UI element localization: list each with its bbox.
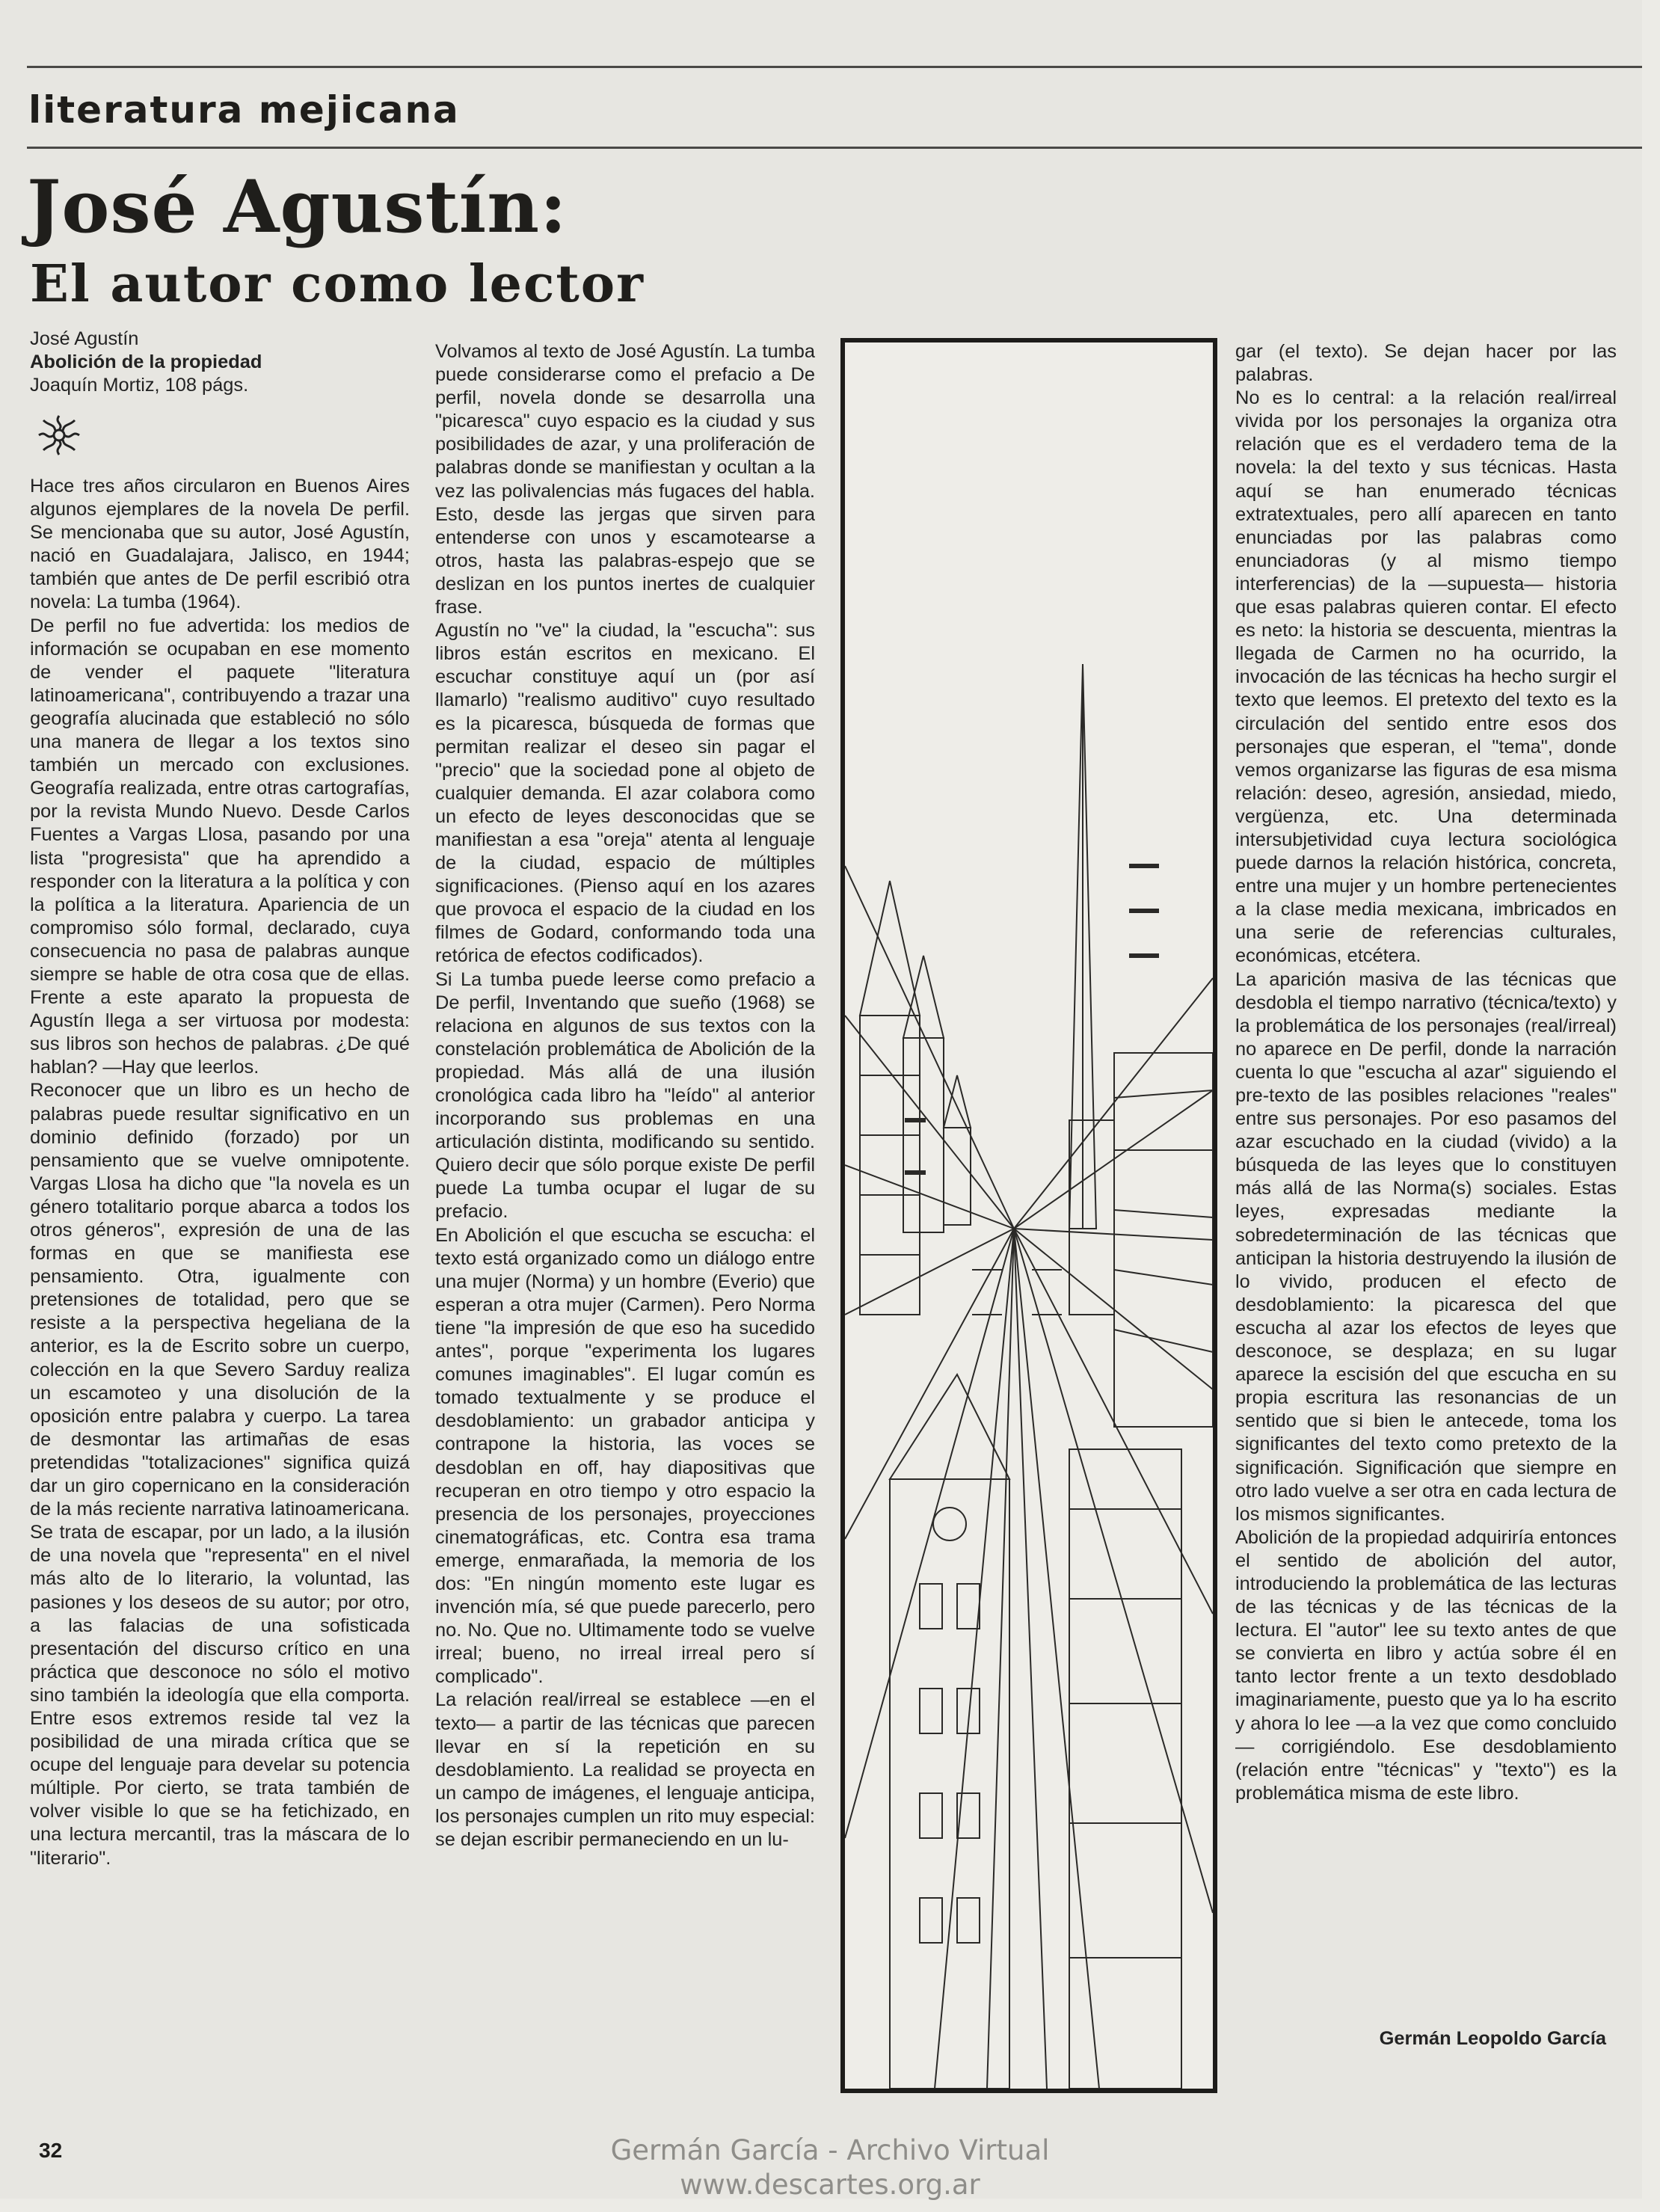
article-title: José Agustín: xyxy=(27,165,568,249)
paragraph: Hace tres años circularon en Buenos Aires algunos ejemplares de la novela De perfil. Se mencionaba que su autor, José Agustín, nació en Guadalajara, Jalisco, en 1944; también que antes de De perfil escribió otra novela: La tumba (1964). xyxy=(30,476,410,613)
paragraph: Volvamos al texto de José Agustín. La tumba puede considerarse como el prefacio a De perfil, novela donde se desarrolla una "picaresca" cuyo espacio es la ciudad y sus posibilidades de azar, y una proliferación de palabras donde se manifiestan y ocultan a la vez las polivalencias más fugaces del habla. Esto, desde las jergas que sirven para entenderse con unos y escamotearse a otros, hasta las palabras-espejo que se deslizan en los puntos inertes de cualquier frase. xyxy=(435,341,815,618)
article-subtitle: El autor como lector xyxy=(30,254,645,314)
author-signature: Germán Leopoldo García xyxy=(1379,2028,1606,2049)
top-rule xyxy=(27,66,1642,68)
book-author: José Agustín xyxy=(30,328,139,349)
article-column-2 xyxy=(435,340,815,1852)
section-rule xyxy=(27,147,1642,149)
section-label: literatura mejicana xyxy=(28,88,460,132)
paragraph: No es lo central: a la relación real/irreal vivida por los personajes la organiza otra relación que es el verdadero tema de la novela: la del texto y sus técnicas. Hasta aquí se han enumerado técnicas extratextuales, pero allí aparecen en tanto enunciadas por las palabras como enunciadoras (y al mismo tiempo interferencias) de la —supuesta— historia que esas palabras quieren contar. El efecto es neto: la historia se descuenta, mientras la llegada de Carmen no ha ocurrido, la invocación de las técnicas ha hecho surgir el texto que leemos. El pretexto del texto es la circulación del sentido entre esos dos personajes que esperan, el "tema", donde vemos organizarse las figuras de esa misma relación: deseo, agresión, ansiedad, miedo, vergüenza, etc. Una determinada intersubjetividad cuya lectura sociológica puede darnos la relación histórica, concreta, entre una mujer y un hombre pertenecientes a la clase media mexicana, imbricados en una serie de referencias culturales, económicas, etcétera. xyxy=(1235,387,1617,967)
paragraph: La relación real/irreal se establece —en el texto— a partir de las técnicas que parecen llevar en sí la repetición en su desdoblamiento. La realidad se proyecta en un campo de imágenes, el lenguaje anticipa, los personajes cumplen un rito muy especial: se dejan escribir permaneciendo en un lu- xyxy=(435,1689,815,1850)
paragraph: gar (el texto). Se dejan hacer por las palabras. xyxy=(1235,341,1617,386)
book-reference xyxy=(30,328,262,397)
paragraph: Reconocer que un libro es un hecho de palabras puede resultar significativo en un dominio definido (forzado) por un pensamiento que se vuelve omnipotente. Vargas Llosa ha dicho que "la novela es un género totalitario porque abarca a todos los otros géneros", expresión de una de las formas en que se manifiesta ese pensamiento. Otra, igualmente con pretensiones de totalidad, pero que se resiste a la perspectiva hegeliana de la anterior, es la de Escrito sobre un cuerpo, colección en la que Severo Sarduy realiza un escamoteo y una disolución de la oposición entre palabra y cuerpo. La tarea de desmontar las artimañas de esas pretendidas "totalizaciones" significa quizá dar un giro copernicano en la consideración de la más reciente narrativa latinoamericana. Se trata de escapar, por un lado, a la ilusión de una novela que "representa" en el nivel más alto de lo literario, la voluntad, las pasiones y los deseos de su autor; por otro, a las falacias de una sofisticada presentación del discurso crítico en una práctica que desconoce no sólo el motivo sino también la ideología que ella comporta. Entre esos extremos reside tal vez la posibilidad de una mirada crítica que se ocupe del lenguaje para develar su potencia múltiple. Por cierto, se trata también de volver visible lo que se ha fetichizado, en una lectura mercantil, tras la máscara de lo "literario". xyxy=(30,1080,410,1869)
article-column-3 xyxy=(1235,340,1617,1805)
paragraph: Agustín no "ve" la ciudad, la "escucha": sus libros están escritos en mexicano. El escuchar constituye aquí un (por así llamarlo) "realismo auditivo" cuyo resultado es la picaresca, búsqueda de formas que permitan realizar el deseo sin pagar el "precio" que la sociedad pone al objeto de cualquier demanda. El azar colabora como un efecto de leyes desconocidas que se manifiestan a esa "oreja" atenta al lenguaje de la ciudad, espacio de múltiples significaciones. (Pienso aquí en los azares que provoca el espacio de la ciudad en los filmes de Godard, conformando toda una retórica de efectos codificados). xyxy=(435,620,815,967)
page-number: 32 xyxy=(39,2139,63,2162)
archive-footer-title: Germán García - Archivo Virtual xyxy=(610,2134,1050,2166)
book-publisher: Joaquín Mortiz, 108 págs. xyxy=(30,375,249,396)
asterisk-flower-icon xyxy=(33,413,85,458)
paragraph: Abolición de la propiedad adquiriría entonces el sentido de abolición del autor, introduciendo la problemática de las lecturas de las técnicas y de las técnicas de la lectura. El "autor" lee su texto antes de que se convierta en libro y actúa sobre él en tanto lector frente a un texto desdoblado imaginariamente, puesto que ya lo ha escrito y ahora lo lee —a la vez que como concluido— corrigiéndolo. Ese desdoblamiento (relación entre "técnicas" y "texto") es la problemática misma de este libro. xyxy=(1235,1526,1617,1804)
paragraph: Si La tumba puede leerse como prefacio a De perfil, Inventando que sueño (1968) se relaciona en algunos de sus textos con la constelación problemática de Abolición de la propiedad. Más allá de una ilusión cronológica cada libro ha "leído" al anterior incorporando sus problemas en una articulación distinta, modificando su sentido. Quiero decir que sólo porque existe De perfil puede La tumba ocupar el lugar de su prefacio. xyxy=(435,968,815,1223)
perspective-city-street-illustration xyxy=(840,338,1217,2093)
paragraph: En Abolición el que escucha se escucha: el texto está organizado como un diálogo entre una mujer (Norma) y un hombre (Everio) que esperan a otra mujer (Carmen). Pero Norma tiene "la impresión de que eso ha sucedido antes", porque "experimenta los lugares comunes imaginables". El lugar común es tomado textualmente y se produce el desdoblamiento: un grabador anticipa y contrapone la historia, las voces se desdoblan en off, hay diapositivas que recuperan en otro tiempo y otro espacio la presencia de los personajes, proyecciones cinematográficas, etc. Contra esa trama emerge, enmarañada, la memoria de los dos: "En ningún momento este lugar es invención mía, sé que puede parecerlo, pero no. No. Que no. Ultimamente todo se vuelve irreal; bueno, no irreal irreal pero sí complicado". xyxy=(435,1224,815,1688)
paragraph: De perfil no fue advertida: los medios de información se ocupaban en ese momento de vender el paquete "literatura latinoamericana", contribuyendo a trazar una geografía alucinada que estableció no sólo una manera de llegar a los textos sino también un mercado con exclusiones. Geografía realizada, entre otras cartografías, por la revista Mundo Nuevo. Desde Carlos Fuentes a Vargas Llosa, pasando por una lista "progresista" que ha aprendido a responder con la literatura a la política y con la política a la literatura. Apariencia de un compromiso sólo formal, declarado, cuya consecuencia no pasa de palabras aunque siempre se hable de otra cosa que de ellas. Frente a este aparato la propuesta de Agustín llega a ser virtuosa por modesta: sus libros son hechos de palabras. ¿De qué hablan? —Hay que leerlos. xyxy=(30,615,410,1078)
archive-footer-url[interactable]: www.descartes.org.ar xyxy=(680,2169,980,2201)
book-title: Abolición de la propiedad xyxy=(30,351,262,372)
article-column-1 xyxy=(30,475,410,1870)
paragraph: La aparición masiva de las técnicas que desdobla el tiempo narrativo (técnica/texto) y la problemática de los personajes (real/irreal) no aparece en De perfil, donde la narración cuenta lo que "escucha al azar" siguiendo el pre-texto de las posibles relaciones "reales" entre sus personajes. Por eso pasamos del azar escuchado en la ciudad (vivido) a la búsqueda de las leyes que lo constituyen más allá de las Norma(s) sociales. Estas leyes, expresadas mediante la sobredeterminación de las técnicas que anticipan la historia destruyendo la ilusión de lo vivido, producen el efecto de desdoblamiento: la picaresca del que escucha al azar los efectos de leyes que desconoce, se desplaza; en su lugar aparece la escisión del que escucha en su propia escritura las resonancias de un sentido que si bien le antecede, toma los significantes del texto como pretexto de la significación. Significación que siempre en otro lado vuelve a ser otra en cada lectura de los mismos significantes. xyxy=(1235,968,1617,1525)
